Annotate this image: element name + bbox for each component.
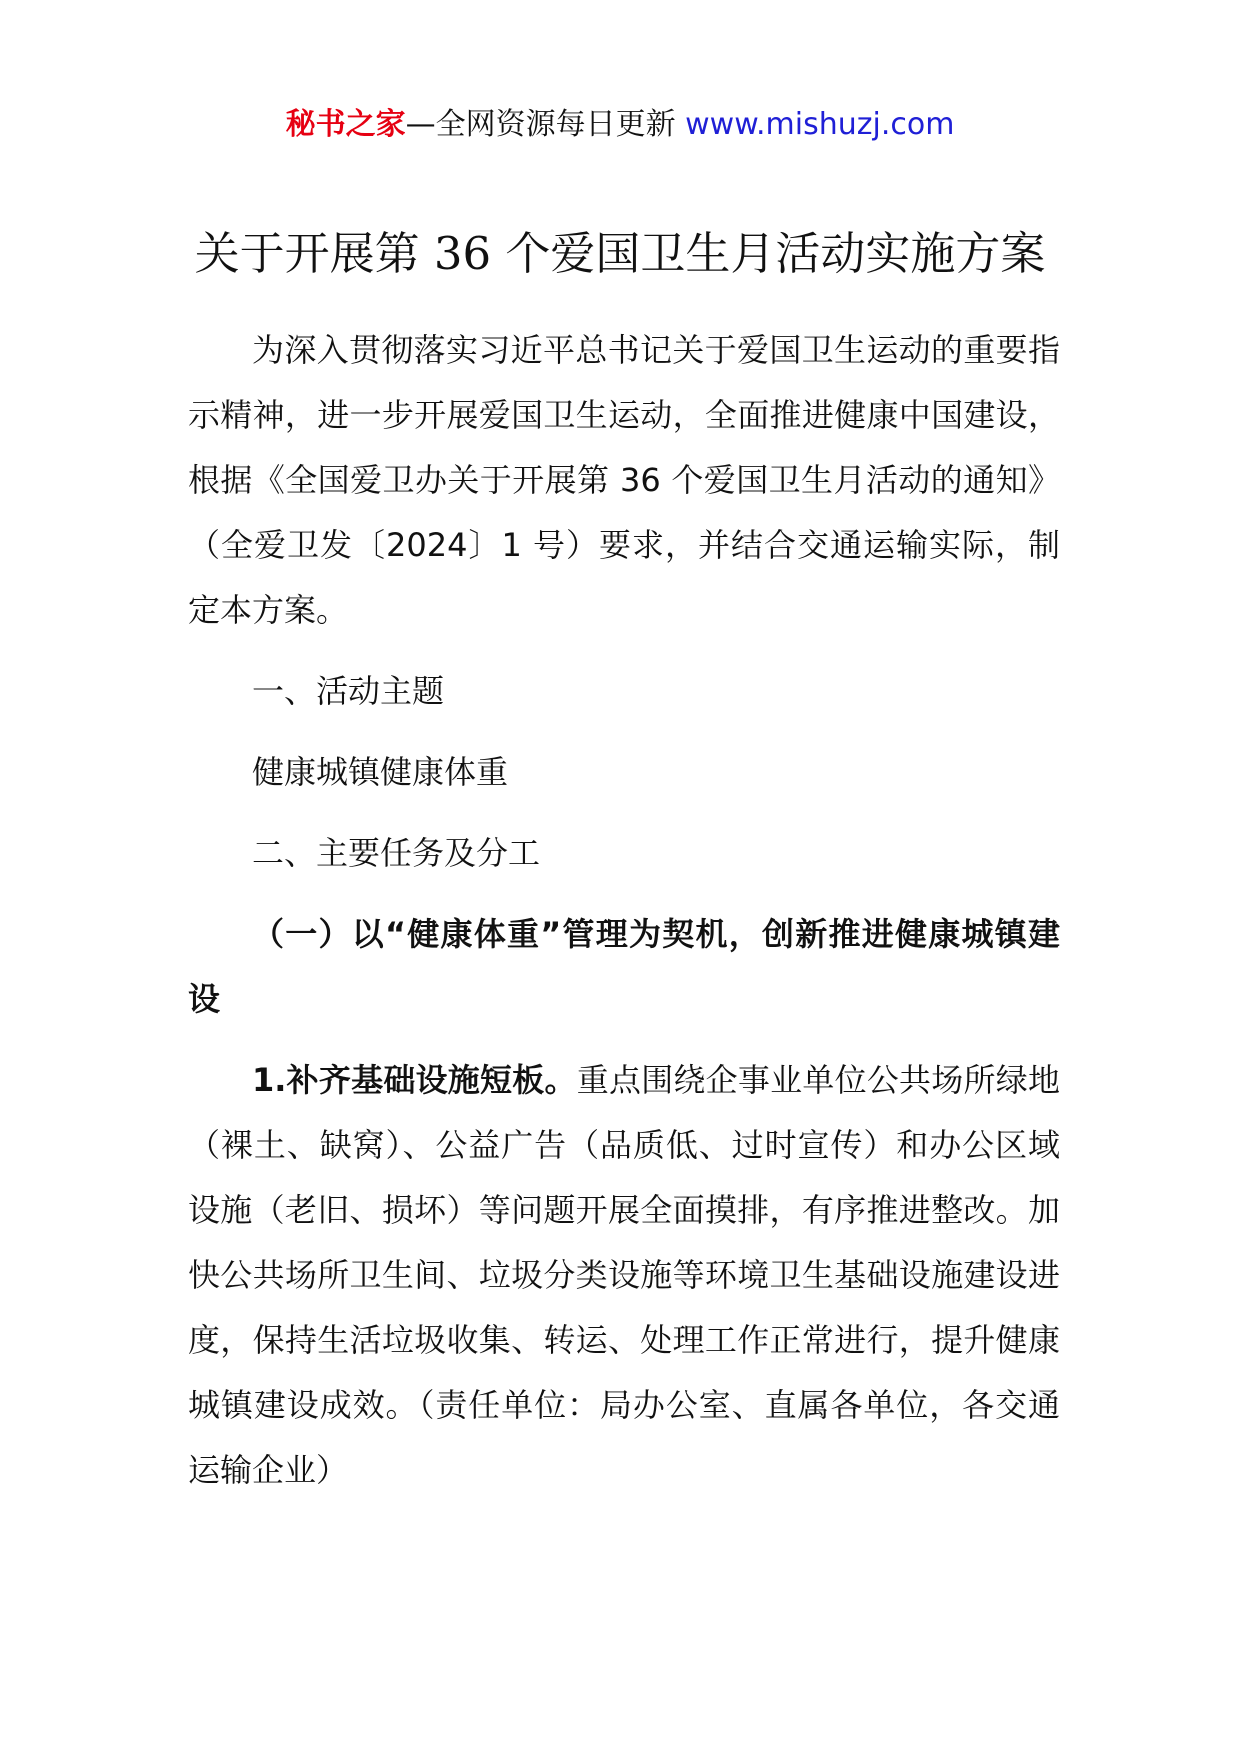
banner-tagline: —全网资源每日更新 xyxy=(405,107,676,142)
site-banner xyxy=(0,102,1240,148)
document-body xyxy=(188,318,1060,1503)
intro-paragraph: 为深入贯彻落实习近平总书记关于爱国卫生运动的重要指示精神，进一步开展爱国卫生运动，全面推进健康中国建设，根据《全国爱卫办关于开展第 36 个爱国卫生月活动的通知》（全爱卫发〔2024〕1 号）要求，并结合交通运输实际，制定本方案。 xyxy=(188,331,1060,629)
task-item-1 xyxy=(188,1048,1060,1503)
brand-name: 秘书之家 xyxy=(285,107,406,142)
site-url-link[interactable]: www.mishuzj.com xyxy=(685,107,955,142)
task-item-1-lead: 1.补齐基础设施短板。 xyxy=(252,1061,577,1099)
section-heading-2: 二、主要任务及分工 xyxy=(252,834,541,872)
activity-theme: 健康城镇健康体重 xyxy=(252,753,509,791)
task-item-1-text: 重点围绕企事业单位公共场所绿地（裸土、缺窝）、公益广告（品质低、过时宣传）和办公区域设施（老旧、损坏）等问题开展全面摸排，有序推进整改。加快公共场所卫生间、垃圾分类设施等环境卫生基础设施建设进度，保持生活垃圾收集、转运、处理工作正常进行，提升健康城镇建设成效。（责任单位：局办公室、直属各单位，各交通运输企业） xyxy=(188,1061,1060,1489)
subsection-heading-1: （一）以“健康体重”管理为契机，创新推进健康城镇建设 xyxy=(188,915,1060,1018)
document-title: 关于开展第 36 个爱国卫生月活动实施方案 xyxy=(194,227,1046,280)
section-heading-1: 一、活动主题 xyxy=(252,672,445,710)
